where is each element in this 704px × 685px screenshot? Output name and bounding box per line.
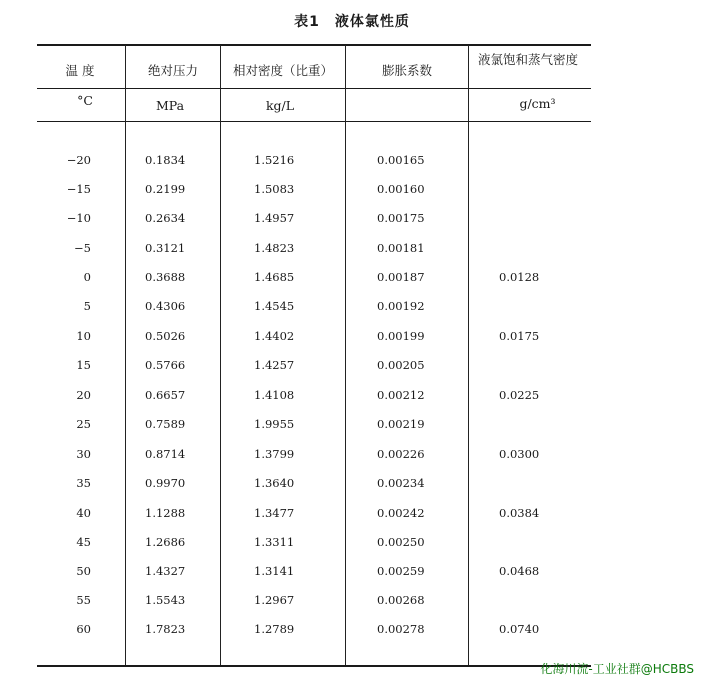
cell-temperature: 50 (76, 564, 91, 578)
unit-density: kg/L (265, 98, 295, 113)
cell-expansion: 0.00250 (377, 535, 425, 549)
header-density: 相对密度（比重） (232, 63, 333, 78)
cell-pressure: 0.3688 (145, 270, 186, 284)
cell-density: 1.9955 (254, 417, 295, 431)
header-expansion: 膨胀系数 (381, 63, 432, 78)
column-divider-3 (345, 45, 346, 665)
column-divider-1 (125, 45, 126, 665)
cell-density: 1.4402 (254, 329, 295, 343)
cell-expansion: 0.00226 (377, 447, 425, 461)
cell-temperature: 60 (76, 622, 91, 636)
cell-density: 1.4108 (254, 388, 295, 402)
cell-temperature: 0 (83, 270, 91, 284)
table-top-rule (37, 44, 591, 46)
cell-expansion: 0.00278 (377, 622, 425, 636)
cell-expansion: 0.00192 (377, 299, 425, 313)
unit-pressure: MPa (155, 98, 185, 113)
unit-body-rule (37, 121, 591, 122)
cell-density: 1.2967 (254, 593, 295, 607)
cell-temperature: −20 (66, 153, 91, 167)
cell-pressure: 1.5543 (145, 593, 186, 607)
cell-pressure: 0.4306 (145, 299, 186, 313)
unit-vapor-density: g/cm³ (519, 96, 556, 111)
cell-expansion: 0.00187 (377, 270, 425, 284)
cell-temperature: 5 (83, 299, 91, 313)
cell-density: 1.3640 (254, 476, 295, 490)
cell-density: 1.2789 (254, 622, 295, 636)
cell-pressure: 1.7823 (145, 622, 186, 636)
cell-density: 1.5216 (254, 153, 295, 167)
cell-pressure: 1.4327 (145, 564, 186, 578)
cell-density: 1.4685 (254, 270, 295, 284)
header-temperature: 温 度 (65, 63, 95, 78)
header-pressure: 绝对压力 (147, 63, 198, 78)
cell-pressure: 1.1288 (145, 506, 186, 520)
cell-temperature: 45 (76, 535, 91, 549)
cell-pressure: 0.1834 (145, 153, 186, 167)
cell-density: 1.4257 (254, 358, 295, 372)
cell-temperature: −5 (74, 241, 91, 255)
cell-expansion: 0.00175 (377, 211, 425, 225)
cell-vapor-density: 0.0300 (499, 447, 540, 461)
cell-pressure: 0.2199 (145, 182, 186, 196)
cell-pressure: 0.8714 (145, 447, 186, 461)
cell-density: 1.3799 (254, 447, 295, 461)
cell-expansion: 0.00205 (377, 358, 425, 372)
cell-pressure: 1.2686 (145, 535, 186, 549)
cell-expansion: 0.00199 (377, 329, 425, 343)
column-divider-4 (468, 45, 469, 665)
cell-vapor-density: 0.0225 (499, 388, 540, 402)
cell-vapor-density: 0.0175 (499, 329, 540, 343)
cell-temperature: 40 (76, 506, 91, 520)
cell-expansion: 0.00234 (377, 476, 425, 490)
watermark: 化海川流-工业社群@HCBBS (540, 662, 694, 676)
cell-expansion: 0.00259 (377, 564, 425, 578)
header-unit-rule (37, 88, 591, 89)
cell-temperature: 55 (76, 593, 91, 607)
cell-temperature: 25 (76, 417, 91, 431)
unit-temperature: °C (77, 93, 93, 108)
cell-expansion: 0.00268 (377, 593, 425, 607)
cell-temperature: 35 (76, 476, 91, 490)
header-vapor-density: 液氯饱和蒸气密度 (478, 52, 579, 67)
cell-pressure: 0.9970 (145, 476, 186, 490)
cell-temperature: 10 (76, 329, 91, 343)
cell-pressure: 0.3121 (145, 241, 186, 255)
cell-temperature: −10 (66, 211, 91, 225)
cell-temperature: −15 (66, 182, 91, 196)
cell-pressure: 0.7589 (145, 417, 186, 431)
cell-vapor-density: 0.0468 (499, 564, 540, 578)
table-title: 表1 液体氯性质 (294, 14, 410, 30)
cell-vapor-density: 0.0740 (499, 622, 540, 636)
cell-density: 1.4823 (254, 241, 295, 255)
cell-temperature: 15 (76, 358, 91, 372)
cell-pressure: 0.6657 (145, 388, 186, 402)
cell-expansion: 0.00242 (377, 506, 425, 520)
table-bottom-rule (37, 665, 591, 667)
cell-density: 1.4957 (254, 211, 295, 225)
cell-pressure: 0.5766 (145, 358, 186, 372)
cell-temperature: 20 (76, 388, 91, 402)
cell-density: 1.5083 (254, 182, 295, 196)
cell-density: 1.3311 (254, 535, 295, 549)
cell-density: 1.4545 (254, 299, 295, 313)
cell-expansion: 0.00181 (377, 241, 425, 255)
cell-vapor-density: 0.0384 (499, 506, 540, 520)
cell-expansion: 0.00212 (377, 388, 425, 402)
cell-pressure: 0.2634 (145, 211, 186, 225)
cell-vapor-density: 0.0128 (499, 270, 540, 284)
cell-density: 1.3477 (254, 506, 295, 520)
cell-density: 1.3141 (254, 564, 295, 578)
cell-pressure: 0.5026 (145, 329, 186, 343)
cell-temperature: 30 (76, 447, 91, 461)
column-divider-2 (220, 45, 221, 665)
cell-expansion: 0.00160 (377, 182, 425, 196)
cell-expansion: 0.00165 (377, 153, 425, 167)
cell-expansion: 0.00219 (377, 417, 425, 431)
